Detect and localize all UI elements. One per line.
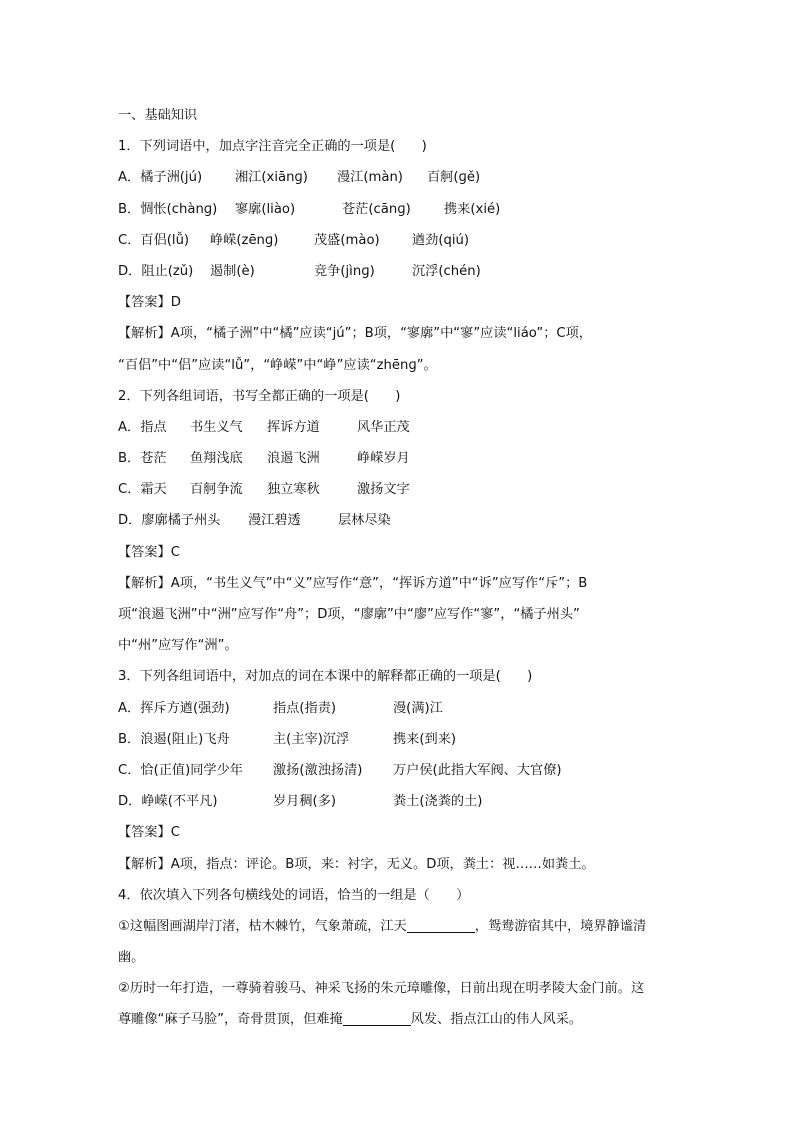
option-term: 激扬(激浊扬清)	[273, 762, 363, 778]
option-term: 鱼翔浅底	[190, 451, 243, 467]
question-2-option-d	[118, 505, 678, 536]
question-4-sentence-1-cont: 幽。	[118, 950, 145, 966]
option-term: 峥嵘(zēnɡ)	[210, 232, 279, 248]
question-4-sentence-2-cont	[118, 1004, 678, 1035]
option-term: 主(主宰)沉浮	[273, 731, 350, 747]
option-term: 遏制(è)	[210, 263, 255, 279]
option-term: 携来(到来)	[393, 731, 457, 747]
option-term: D．阻止(zǔ)	[118, 263, 194, 279]
sentence-text: ①这幅图画湖岸汀渚，枯木棘竹，气象萧疏，江天	[118, 918, 407, 934]
question-2-analysis-line: 中“州”应写作“洲”。	[118, 638, 238, 654]
option-term: 漫(满)江	[393, 700, 443, 716]
question-2-answer: 【答案】C	[118, 544, 180, 560]
option-term: B．苍茫	[118, 451, 167, 467]
option-term: 百舸争流	[190, 482, 243, 498]
option-term: C．恰(正值)同学少年	[118, 762, 243, 778]
question-3-stem: 3．下列各组词语中，对加点的词在本课中的解释都正确的一项是( )	[118, 669, 533, 685]
question-3-analysis-line: 【解析】A项，指点：评论。B项，来：衬字，无义。D项，粪土：视……如粪土。	[118, 856, 595, 872]
option-term: 漫江(màn)	[337, 170, 403, 186]
option-term: D．廖廓橘子州头	[118, 513, 221, 529]
question-1-option-d	[118, 256, 678, 287]
option-term: B．浪遏(阻止)飞舟	[118, 731, 230, 747]
option-term: 万户侯(此指大军阀、大官僚)	[393, 762, 562, 778]
question-3-answer: 【答案】C	[118, 825, 180, 841]
question-2-option-b	[118, 443, 678, 474]
question-2-stem: 2．下列各组词语，书写全都正确的一项是( )	[118, 388, 401, 404]
option-term: 茂盛(mào)	[314, 232, 380, 248]
option-term: 激扬文字	[357, 482, 410, 498]
option-term: 层林尽染	[338, 513, 391, 529]
question-3-option-c	[118, 755, 678, 786]
option-term: C．霜天	[118, 482, 167, 498]
question-3-option-d	[118, 786, 678, 817]
document-page	[118, 100, 678, 1036]
question-1-option-b	[118, 194, 678, 225]
option-term: C．百侣(lǚ)	[118, 232, 190, 248]
question-1-analysis-line: 【解析】A项，“橘子洲”中“橘”应读“jú”；B项，“寥廓”中“寥”应读“liáo”；C项，	[118, 326, 592, 342]
option-term: 岁月稠(多)	[273, 794, 337, 810]
question-1-stem: 1．下列词语中，加点字注音完全正确的一项是( )	[118, 139, 427, 155]
option-term: 寥廓(liào)	[235, 201, 296, 217]
option-term: A．指点	[118, 419, 167, 435]
option-term: 苍茫(cānɡ)	[342, 201, 411, 217]
option-term: 峥嵘岁月	[357, 451, 410, 467]
option-term: D．峥嵘(不平凡)	[118, 794, 218, 810]
option-term: 遒劲(qiú)	[412, 232, 470, 248]
option-term: A．橘子洲(jú)	[118, 170, 203, 186]
option-term: A．挥斥方遒(强劲)	[118, 700, 230, 716]
fill-blank	[407, 918, 475, 933]
option-term: B．惆怅(chànɡ)	[118, 201, 218, 217]
option-term: 沉浮(chén)	[412, 263, 481, 279]
sentence-text: 尊雕像“麻子马脸”，奇骨贯顶，但难掩	[118, 1012, 343, 1028]
question-1-answer: 【答案】D	[118, 295, 181, 311]
question-1-option-a	[118, 162, 678, 193]
question-1-option-c	[118, 225, 678, 256]
question-2-option-c	[118, 474, 678, 505]
option-term: 指点(指责)	[273, 700, 337, 716]
question-1-analysis-line: “百侣”中“侣”应读“lǚ”，“峥嵘”中“峥”应读“zhēnɡ”。	[118, 357, 437, 373]
section-title: 一、基础知识	[118, 108, 198, 123]
option-term: 书生义气	[190, 419, 243, 435]
option-term: 携来(xié)	[444, 201, 501, 217]
question-2-analysis-line: 项“浪遏飞洲”中“洲”应写作“舟”；D项，“廖廓”中“廖”应写作“寥”，“橘子州头”	[118, 607, 580, 622]
option-term: 百舸(ɡě)	[427, 170, 481, 186]
question-4-stem: 4．依次填入下列各句横线处的词语，恰当的一组是（ ）	[118, 887, 470, 903]
question-3-option-b	[118, 724, 678, 755]
option-term: 漫江碧透	[248, 513, 301, 529]
option-term: 浪遏飞洲	[267, 451, 320, 467]
question-2-analysis-line: 【解析】A项，“书生义气”中“义”应写作“意”，“挥诉方道”中“诉”应写作“斥”；B	[118, 575, 588, 591]
question-2-option-a	[118, 412, 678, 443]
option-term: 粪土(浇粪的土)	[393, 794, 483, 810]
sentence-text: ，鸳鸯游宿其中，境界静谧清	[474, 918, 647, 934]
fill-blank	[343, 1011, 411, 1026]
question-4-sentence-2: ②历时一年打造，一尊骑着骏马、神采飞扬的朱元璋雕像，日前出现在明孝陵大金门前。这	[118, 981, 645, 997]
option-term: 湘江(xiānɡ)	[235, 170, 308, 186]
question-4-sentence-1	[118, 911, 678, 942]
option-term: 挥诉方道	[267, 419, 320, 435]
option-term: 独立寒秋	[267, 482, 320, 498]
question-3-option-a	[118, 693, 678, 724]
sentence-text: 风发、指点江山的伟人风采。	[410, 1012, 583, 1028]
option-term: 风华正茂	[357, 419, 410, 435]
option-term: 竞争(jìnɡ)	[314, 263, 375, 279]
